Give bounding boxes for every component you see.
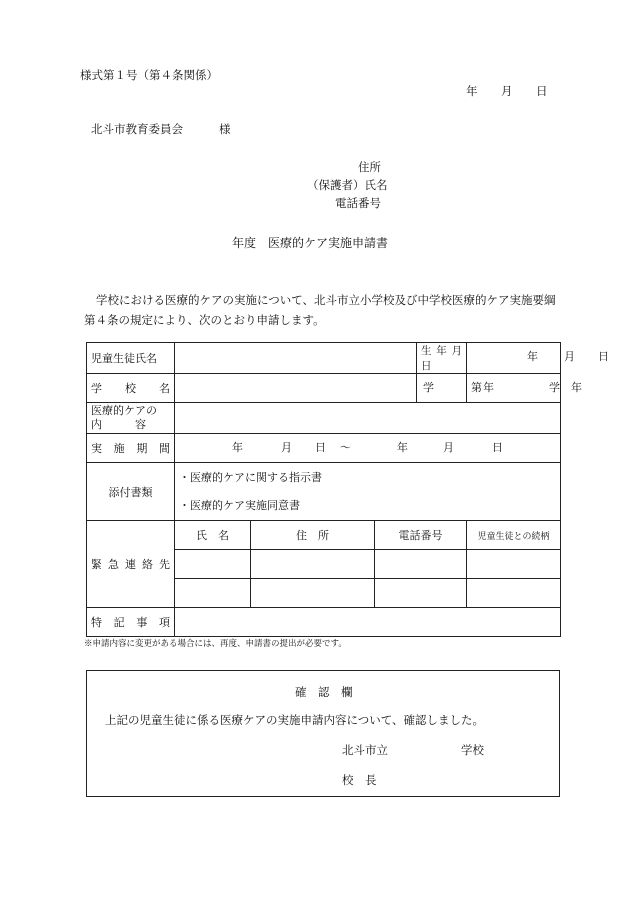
grade-field[interactable] bbox=[417, 374, 494, 403]
emergency-name-2[interactable] bbox=[175, 579, 251, 608]
birth-field[interactable] bbox=[467, 343, 609, 374]
confirmation-city-prefix: 北斗市立 bbox=[342, 743, 388, 757]
table-row-attachments bbox=[87, 463, 561, 521]
form-number: 様式第１号（第４条関係） bbox=[80, 68, 218, 82]
addressee-honorific: 様 bbox=[219, 122, 231, 136]
applicant-address-label: 住所 bbox=[358, 160, 381, 174]
table-row-period bbox=[87, 434, 561, 463]
care-label-line-2: 内 容 bbox=[91, 418, 146, 431]
birth-month: 月 bbox=[564, 350, 575, 363]
care-content-field[interactable] bbox=[175, 403, 561, 434]
col-name-header: 氏 名 bbox=[175, 521, 251, 550]
emergency-phone-2[interactable] bbox=[375, 579, 467, 608]
grade-year: 年 bbox=[483, 381, 494, 394]
grade-prefix: 学 bbox=[423, 381, 434, 394]
table-row-school bbox=[87, 374, 561, 403]
table-row-student bbox=[87, 343, 561, 374]
attachments-label: 添付書類 bbox=[87, 463, 175, 521]
remarks-field[interactable] bbox=[175, 608, 561, 637]
col-phone-header: 電話番号 bbox=[375, 521, 467, 550]
period-label: 実施期間 bbox=[87, 434, 175, 463]
col-relation-header: 児童生徒との続柄 bbox=[467, 521, 561, 550]
attachments-field bbox=[175, 463, 561, 521]
attachment-item-1: ・医療的ケアに関する指示書 bbox=[179, 470, 322, 484]
emergency-phone-1[interactable] bbox=[375, 550, 467, 579]
school-label: 学 校 名 bbox=[87, 374, 175, 403]
table-row-care bbox=[87, 403, 561, 434]
change-note: ※申請内容に変更がある場合には、再度、申請書の提出が必要です。 bbox=[84, 639, 347, 649]
birth-year: 年 bbox=[527, 350, 538, 363]
period-end-year: 年 bbox=[397, 441, 408, 454]
page-title: 医療的ケア実施申請書 bbox=[268, 236, 389, 250]
emergency-address-1[interactable] bbox=[251, 550, 375, 579]
intro-paragraph: 学校における医療的ケアの実施について、北斗市立小学校及び中学校医療的ケア実施要綱第４条の規定により、次のとおり申請します。 bbox=[84, 293, 556, 327]
applicant-phone-label: 電話番号 bbox=[335, 196, 381, 210]
applicant-name-label: （保護者）氏名 bbox=[307, 178, 388, 192]
period-start-year: 年 bbox=[232, 441, 243, 454]
birth-label: 生年月日 bbox=[417, 343, 467, 374]
emergency-name-1[interactable] bbox=[175, 550, 251, 579]
grade-suffix: 学 年 bbox=[549, 381, 582, 394]
student-name-field[interactable] bbox=[175, 343, 417, 374]
col-address-header: 住 所 bbox=[251, 521, 375, 550]
addressee-name: 北斗市教育委員会 bbox=[91, 122, 183, 136]
confirmation-school-suffix: 学校 bbox=[461, 743, 484, 757]
period-end-day: 日 bbox=[492, 441, 503, 454]
confirmation-body: 上記の児童生徒に係る医療ケアの実施申請内容について、確認しました。 bbox=[105, 713, 485, 727]
period-start-day: 日 bbox=[315, 441, 326, 454]
period-tilde: 〜 bbox=[340, 441, 351, 454]
application-table bbox=[86, 342, 609, 637]
emergency-relation-1[interactable] bbox=[467, 550, 561, 579]
confirmation-box bbox=[86, 670, 560, 797]
period-end-month: 月 bbox=[443, 441, 454, 454]
remarks-label: 特記事項 bbox=[87, 608, 175, 637]
grade-number-field[interactable] bbox=[467, 374, 582, 403]
date-day-label: 日 bbox=[536, 84, 548, 98]
emergency-header-row bbox=[87, 521, 561, 550]
date-month-label: 月 bbox=[501, 84, 513, 98]
grade-ordinal: 第 bbox=[471, 381, 482, 394]
emergency-label: 緊急連絡先 bbox=[87, 521, 175, 608]
care-label-line-1: 医療的ケアの bbox=[91, 404, 157, 417]
period-start-month: 月 bbox=[281, 441, 292, 454]
student-name-label: 児童生徒氏名 bbox=[87, 343, 175, 374]
date-year-label: 年 bbox=[466, 84, 478, 98]
attachment-item-2: ・医療的ケア実施同意書 bbox=[179, 498, 300, 512]
emergency-address-2[interactable] bbox=[251, 579, 375, 608]
title-year-label: 年度 bbox=[232, 236, 257, 250]
table-row-remarks bbox=[87, 608, 561, 637]
period-field[interactable] bbox=[175, 434, 561, 463]
school-field[interactable] bbox=[175, 374, 417, 403]
birth-day: 日 bbox=[598, 350, 609, 363]
emergency-relation-2[interactable] bbox=[467, 579, 561, 608]
care-label bbox=[87, 403, 175, 434]
confirmation-principal-label: 校 長 bbox=[342, 773, 377, 787]
confirmation-heading: 確 認 欄 bbox=[295, 685, 353, 699]
